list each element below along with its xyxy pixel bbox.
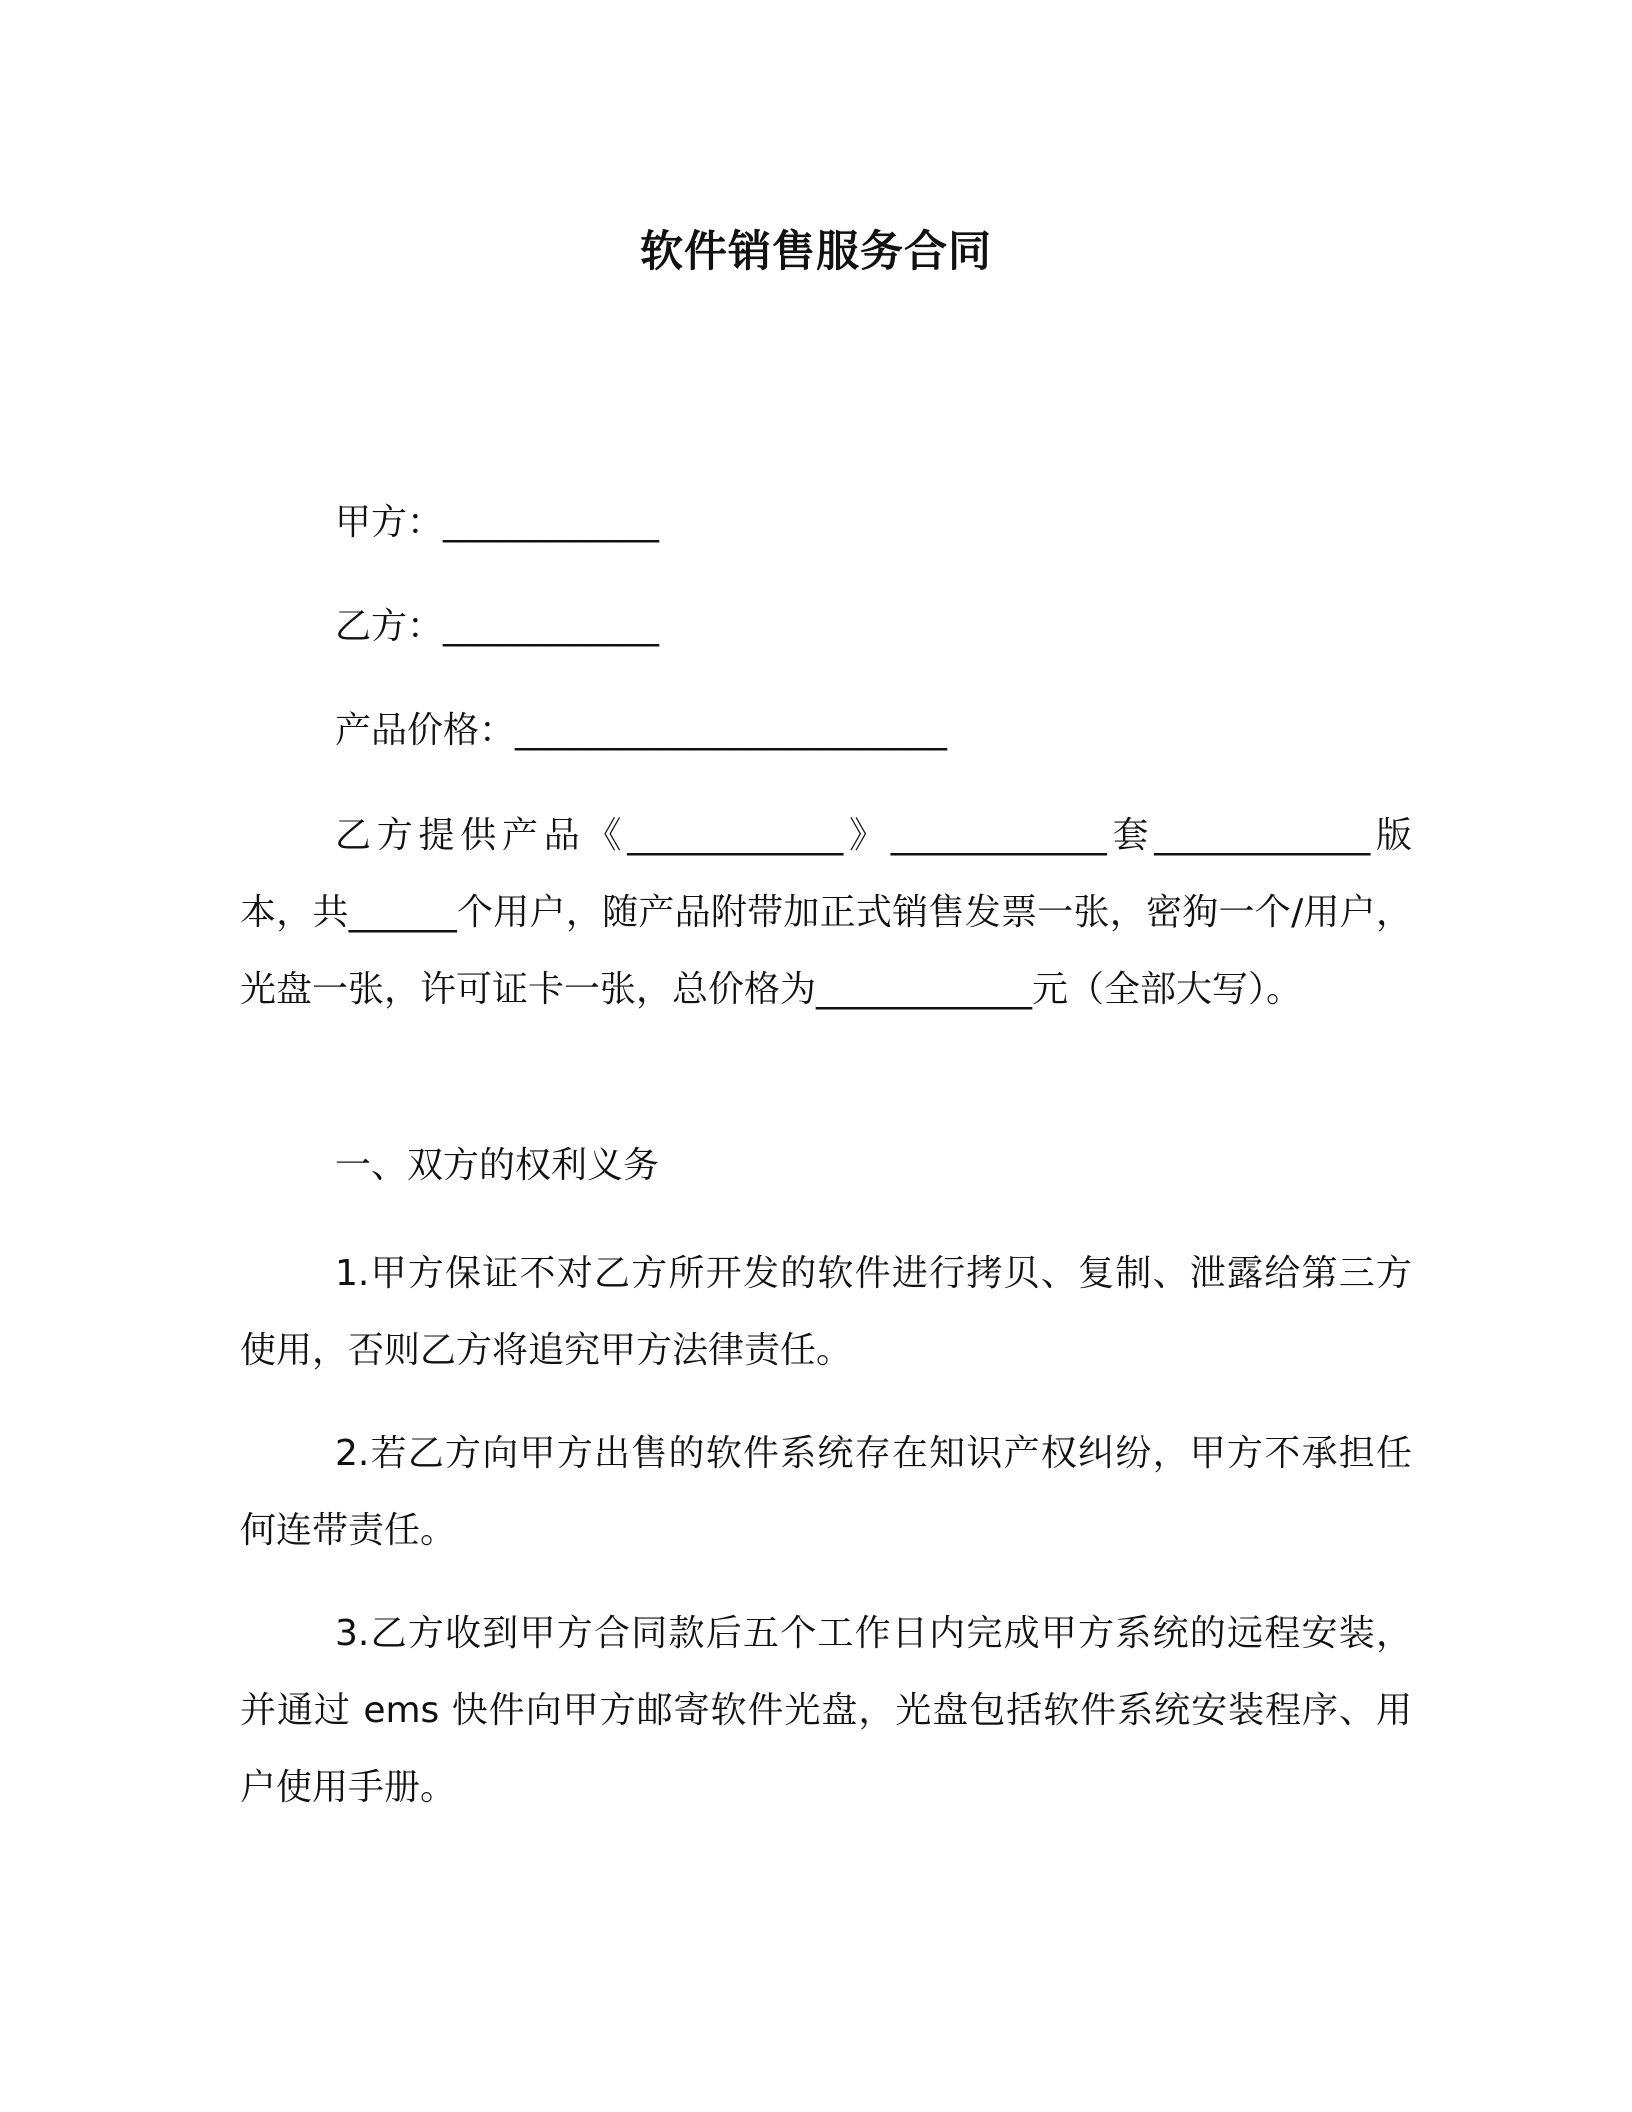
clause-1: 1.甲方保证不对乙方所开发的软件进行拷贝、复制、泄露给第三方使用，否则乙方将追究甲方法律责任。 (240, 1253, 1412, 1371)
product-paragraph: 乙方提供产品《____________》____________套____________版本，共______个用户，随产品附带加正式销售发票一张，密狗一个/用户，光盘一张，许可证卡一张，总价格为____________元（全部大写）。 (240, 815, 1412, 1010)
document-title: 软件销售服务合同 (640, 227, 992, 277)
section-heading: 一、双方的权利义务 (335, 1145, 660, 1186)
product-price-line: 产品价格：________________________ (335, 710, 948, 751)
party-a-line: 甲方：____________ (335, 502, 660, 543)
clause-2: 2.若乙方向甲方出售的软件系统存在知识产权纠纷，甲方不承担任何连带责任。 (240, 1433, 1412, 1551)
party-b-line: 乙方：____________ (335, 606, 660, 647)
clause-3: 3.乙方收到甲方合同款后五个工作日内完成甲方系统的远程安装，并通过 ems 快件向甲方邮寄软件光盘，光盘包括软件系统安装程序、用户使用手册。 (240, 1613, 1412, 1808)
